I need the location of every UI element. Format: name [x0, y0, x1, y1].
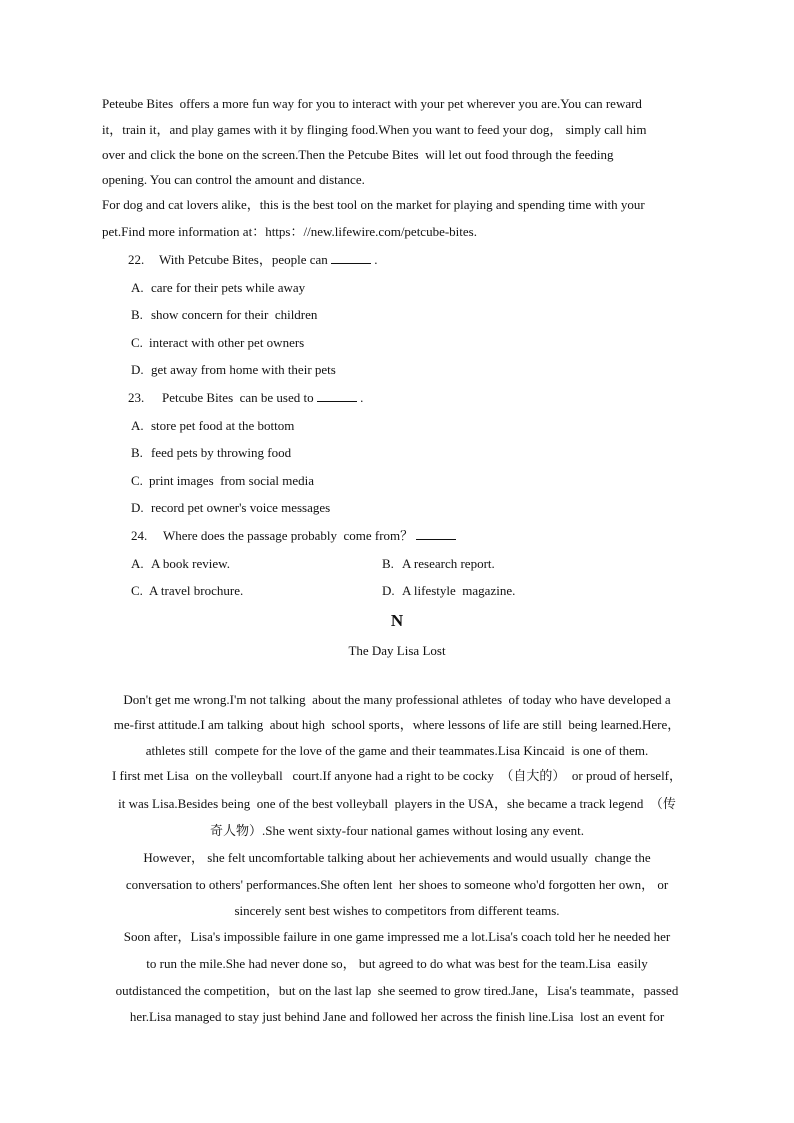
option-text: show concern for their children: [151, 307, 318, 322]
option-letter: C.: [131, 335, 143, 350]
question-text: With Petcube Bites，people can: [159, 252, 328, 267]
option-c[interactable]: [131, 472, 314, 490]
option-letter: A.: [131, 556, 144, 571]
question-text: Where does the passage probably come from？: [163, 528, 414, 543]
option-letter: D.: [131, 500, 144, 515]
passage-m-line: Peteube Bites offers a more fun way for you to interact with your pet wherever you are.You can reward: [102, 96, 642, 111]
option-text: interact with other pet owners: [149, 335, 305, 350]
passage-n-line: sincerely sent best wishes to competitors from different teams.: [234, 903, 560, 918]
question-text: Petcube Bites can be used to: [162, 390, 314, 405]
passage-n-line: I first met Lisa on the volleyball court.If anyone had a right to be cocky （自大的） or proud of herself，: [111, 768, 683, 783]
passage-m-line: For dog and cat lovers alike，this is the best tool on the market for playing and spending time with your: [102, 197, 645, 212]
passage-n-line: her.Lisa managed to stay just behind Jane and followed her across the finish line.Lisa lost an event for: [129, 1009, 665, 1024]
option-letter: C.: [131, 473, 143, 488]
passage-n-line: athletes still compete for the love of the game and their teammates.Lisa Kincaid is one of them.: [145, 743, 649, 758]
passage-title: The Day Lisa Lost: [348, 643, 446, 658]
option-d[interactable]: [382, 582, 515, 600]
option-text: store pet food at the bottom: [151, 418, 295, 433]
question-stem: [131, 527, 456, 545]
option-letter: B.: [382, 556, 394, 571]
question-number: 23.: [128, 390, 145, 405]
option-a[interactable]: [131, 417, 294, 435]
option-letter: D.: [131, 362, 144, 377]
passage-n-line: it was Lisa.Besides being one of the best volleyball players in the USA，she became a track legend （传: [118, 796, 676, 811]
option-letter: D.: [382, 583, 395, 598]
passage-n-line: me-first attitude.I am talking about high school sports，where lessons of life are still being learned.Here，: [113, 717, 681, 732]
option-c[interactable]: [131, 582, 243, 600]
section-letter: N: [390, 611, 404, 630]
question-number: 24.: [131, 528, 148, 543]
option-text: print images from social media: [149, 473, 314, 488]
option-d[interactable]: [131, 361, 336, 379]
option-text: record pet owner's voice messages: [151, 500, 331, 515]
passage-n-line: However， she felt uncomfortable talking about her achievements and would usually change the: [143, 850, 651, 865]
option-letter: C.: [131, 583, 143, 598]
passage-n-line: outdistanced the competition，but on the last lap she seemed to grow tired.Jane，Lisa's teammate，passed: [115, 983, 679, 998]
answer-blank[interactable]: [331, 251, 371, 264]
option-text: care for their pets while away: [151, 280, 306, 295]
passage-n-line: to run the mile.She had never done so， but agreed to do what was best for the team.Lisa easily: [146, 956, 648, 971]
option-letter: B.: [131, 445, 143, 460]
answer-blank[interactable]: [317, 389, 357, 402]
option-c[interactable]: [131, 334, 304, 352]
passage-m-line: pet.Find more information at：https：//new.lifewire.com/petcube-bites.: [102, 224, 477, 239]
option-letter: B.: [131, 307, 143, 322]
option-d[interactable]: [131, 499, 330, 517]
option-text: A lifestyle magazine.: [402, 583, 516, 598]
option-text: A travel brochure.: [149, 583, 244, 598]
option-b[interactable]: [131, 444, 291, 462]
passage-n-line: Don't get me wrong.I'm not talking about the many professional athletes of today who have developed a: [123, 692, 671, 707]
question-stem: [128, 389, 363, 407]
option-text: A research report.: [402, 556, 495, 571]
question-end: .: [360, 390, 364, 405]
question-number: 22.: [128, 252, 145, 267]
passage-n-line: conversation to others' performances.She often lent her shoes to someone who'd forgotten her own， or: [125, 877, 669, 892]
passage-m-line: over and click the bone on the screen.Then the Petcube Bites will let out food through the feeding: [102, 147, 614, 162]
option-a[interactable]: [131, 555, 230, 573]
option-text: A book review.: [151, 556, 230, 571]
option-text: get away from home with their pets: [151, 362, 336, 377]
passage-m-line: opening. You can control the amount and distance.: [102, 172, 365, 187]
option-letter: A.: [131, 418, 144, 433]
question-end: .: [374, 252, 378, 267]
passage-n-line: Soon after，Lisa's impossible failure in one game impressed me a lot.Lisa's coach told her he needed her: [123, 929, 671, 944]
option-letter: A.: [131, 280, 144, 295]
answer-blank[interactable]: [416, 527, 456, 540]
option-b[interactable]: [131, 306, 317, 324]
option-a[interactable]: [131, 279, 305, 297]
passage-m-line: it，train it，and play games with it by flinging food.When you want to feed your dog， simply call him: [102, 122, 647, 137]
passage-n-line: 奇人物）.She went sixty-four national games without losing any event.: [209, 823, 585, 838]
option-b[interactable]: [382, 555, 495, 573]
option-text: feed pets by throwing food: [151, 445, 292, 460]
question-stem: [128, 251, 378, 269]
